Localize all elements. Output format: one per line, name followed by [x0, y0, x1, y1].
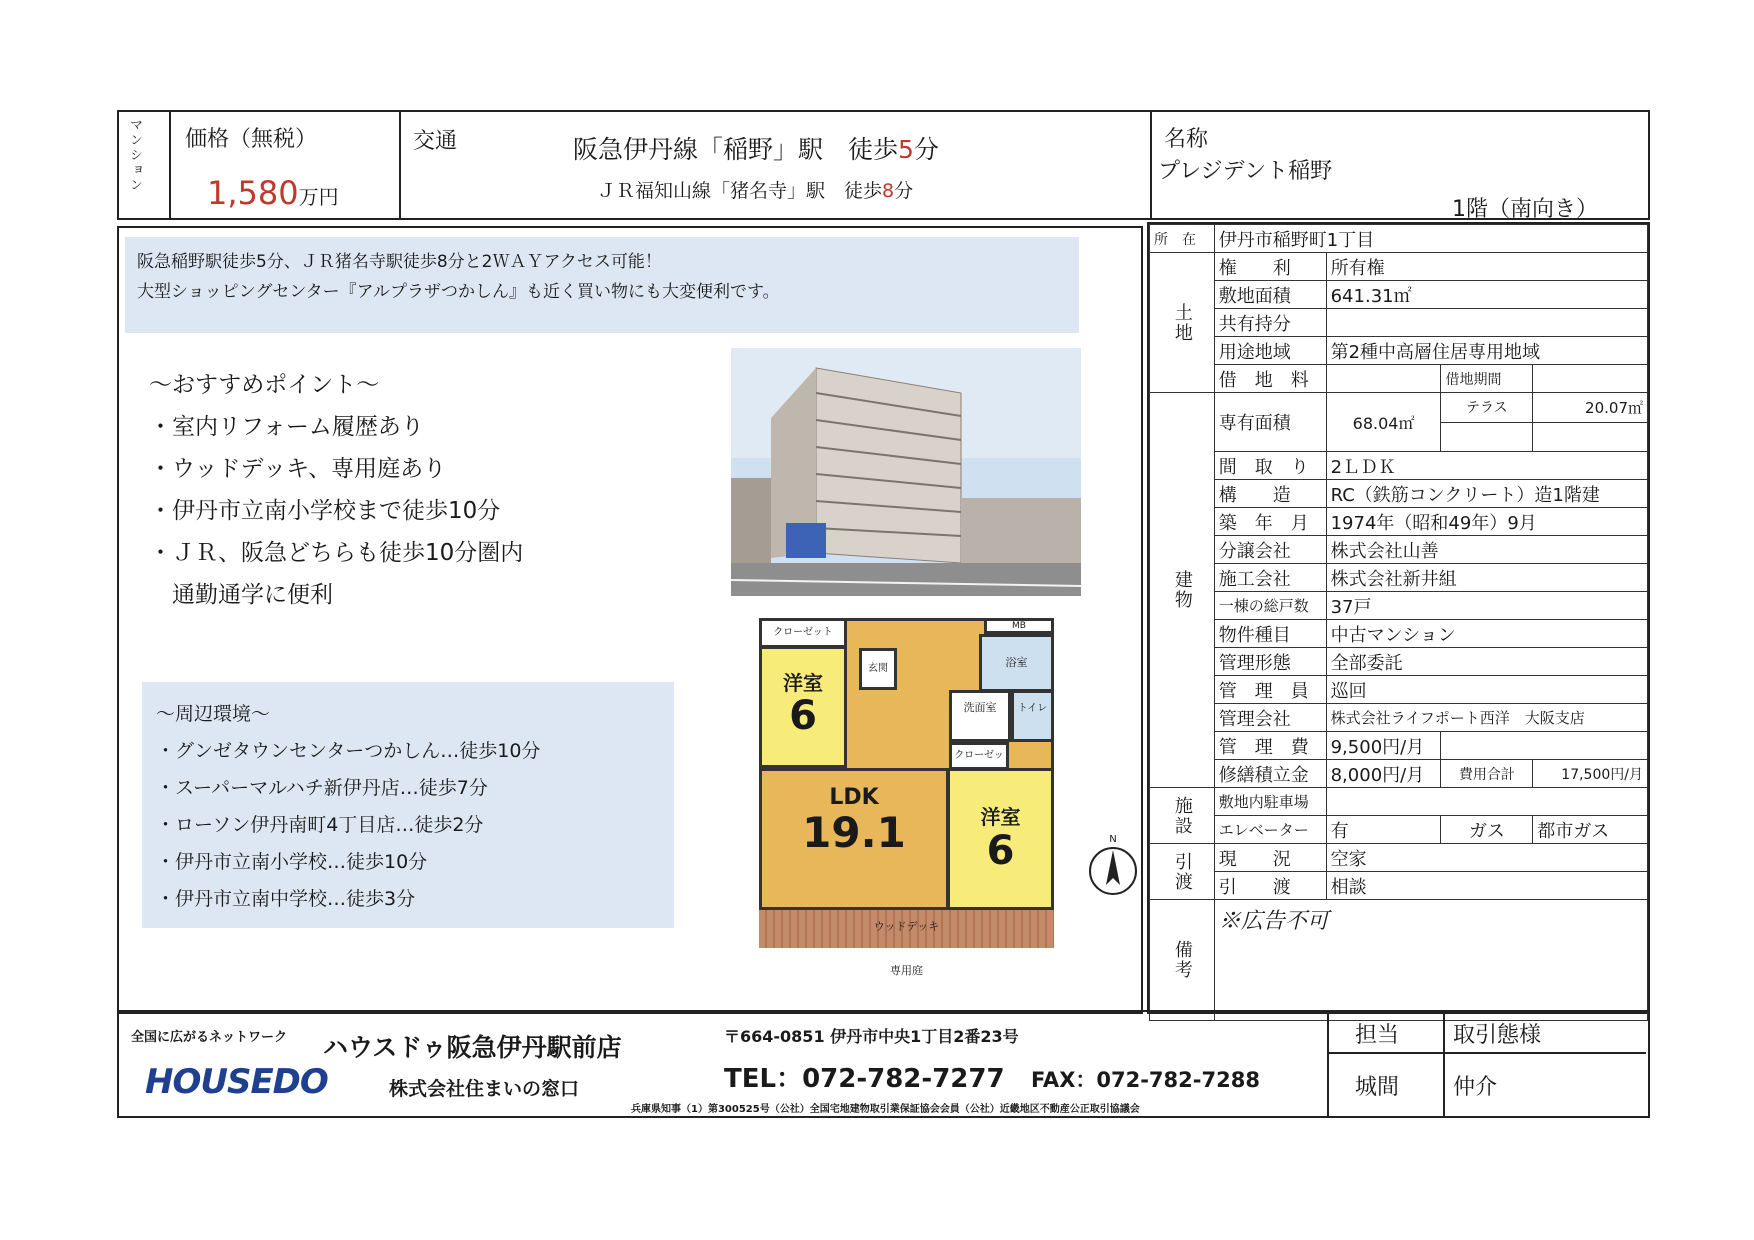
site-area-value: 641.31㎡	[1326, 281, 1647, 309]
mgmt-form-label: 管理形態	[1214, 648, 1326, 676]
total-label: 費用合計	[1441, 760, 1533, 788]
manager-label: 管 理 員	[1214, 676, 1326, 704]
deal-label: 取引態様	[1453, 1023, 1542, 1048]
intro-box	[125, 237, 1079, 333]
closet-2-label: クローゼッ	[954, 750, 1004, 761]
transport-line1	[573, 130, 939, 166]
land-right-label: 権 利	[1214, 253, 1326, 281]
header-band	[117, 110, 1650, 220]
housedo-logo: HOUSEDO	[145, 1062, 328, 1102]
price-cell	[169, 112, 399, 218]
fax: FAX：072-782-7288	[1031, 1068, 1260, 1092]
ldk-size: 19.1	[802, 808, 906, 857]
gas-value: 都市ガス	[1533, 816, 1648, 844]
surroundings-title: ～周辺環境～	[156, 703, 271, 725]
points-item: ・ＪＲ、阪急どちらも徒歩10分圏内	[149, 540, 524, 566]
staff-label: 担当	[1355, 1023, 1400, 1048]
terrace-label: テラス	[1441, 393, 1533, 423]
land-right-value: 所有権	[1326, 253, 1647, 281]
ldk-label: LDK	[829, 785, 879, 810]
transport-line1-unit: 分	[913, 135, 939, 164]
license: 兵庫県知事（1）第300525号（公社）全国宅地建物取引業保証協会会員（公社）近畿地区不動産公正取引協議会	[631, 1104, 1140, 1115]
room-western-2-size: 6	[986, 828, 1015, 874]
surroundings-box	[142, 682, 674, 928]
zoning-label: 用途地域	[1214, 337, 1326, 365]
staff-cell	[1327, 1012, 1648, 1116]
surroundings-item: ・伊丹市立南中学校…徒歩3分	[156, 888, 416, 910]
status-value: 空家	[1326, 844, 1647, 872]
mgmt-fee-value: 9,500円/月	[1326, 732, 1441, 760]
mgmt-fee-label: 管 理 費	[1214, 732, 1326, 760]
surroundings-item: ・グンゼタウンセンターつかしん…徒歩10分	[156, 740, 541, 762]
entrance	[859, 648, 897, 690]
points-list	[149, 364, 523, 616]
room-western-2-label: 洋室	[980, 805, 1021, 829]
category-label: マンション	[127, 118, 142, 193]
compass-n-label: N	[1109, 834, 1117, 845]
ldk	[759, 768, 949, 910]
closet-2	[949, 742, 1009, 770]
builder-label: 施工会社	[1214, 564, 1326, 592]
network-caption: 全国に広がるネットワーク	[131, 1030, 288, 1045]
room-western-1-label: 洋室	[783, 671, 823, 695]
elevator-label: エレベーター	[1214, 816, 1326, 844]
name-value: プレジデント稲野	[1158, 159, 1333, 184]
points-item: 通勤通学に便利	[149, 582, 333, 608]
intro-line1: 阪急稲野駅徒歩5分、ＪＲ猪名寺駅徒歩8分と2ＷＡＹアクセス可能！	[137, 252, 662, 272]
gas-label: ガス	[1441, 816, 1533, 844]
built-value: 1974年（昭和49年）9月	[1326, 508, 1647, 536]
location-value: 伊丹市稲野町1丁目	[1214, 225, 1647, 253]
mb-label: MB	[1012, 621, 1026, 631]
transport-line1-text: 阪急伊丹線「稲野」駅 徒歩	[573, 135, 899, 164]
type-label: 物件種目	[1214, 620, 1326, 648]
points-title: ～おすすめポイント～	[149, 372, 380, 398]
elevator-value: 有	[1326, 816, 1441, 844]
layout-label: 間 取 り	[1214, 452, 1326, 480]
surroundings-item: ・伊丹市立南小学校…徒歩10分	[156, 851, 428, 873]
transport-label: 交通	[413, 129, 458, 154]
transport-line2-unit: 分	[894, 180, 914, 202]
transport-line2-text: ＪＲ福知山線「猪名寺」駅 徒歩	[597, 180, 883, 202]
bathroom	[979, 634, 1054, 692]
toilet-label: トイレ	[1017, 703, 1048, 714]
share-label: 共有持分	[1214, 309, 1326, 337]
name-label: 名称	[1164, 127, 1209, 152]
terrace-value: 20.07㎡	[1533, 393, 1648, 423]
layout-value: 2ＬＤＫ	[1326, 452, 1647, 480]
wood-deck-label: ウッドデッキ	[873, 920, 940, 933]
built-label: 築 年 月	[1214, 508, 1326, 536]
transport-cell	[399, 112, 1150, 218]
footer	[117, 1010, 1650, 1118]
private-area-label: 専有面積	[1214, 393, 1326, 452]
private-area-value: 68.04㎡	[1326, 393, 1441, 452]
parking-value	[1326, 788, 1647, 816]
location-label: 所 在	[1150, 225, 1215, 253]
seller-value: 株式会社山善	[1326, 536, 1647, 564]
lease-period-label: 借地期間	[1441, 365, 1533, 393]
surroundings-item: ・ローソン伊丹南町4丁目店…徒歩2分	[156, 814, 484, 836]
lease-fee-value	[1326, 365, 1441, 393]
mgmt-form-value: 全部委託	[1326, 648, 1647, 676]
main-panel	[117, 226, 1143, 1014]
terrace-empty-1	[1441, 422, 1533, 452]
building-photo	[731, 348, 1081, 596]
structure-value: RC（鉄筋コンクリート）造1階建	[1326, 480, 1647, 508]
site-area-label: 敷地面積	[1214, 281, 1326, 309]
closet-1-label: クローゼット	[773, 627, 833, 638]
points-item: ・伊丹市立南小学校まで徒歩10分	[149, 498, 501, 524]
deal-value: 仲介	[1453, 1075, 1498, 1100]
price-label: 価格（無税）	[185, 127, 318, 152]
seller-label: 分譲会社	[1214, 536, 1326, 564]
spec-panel	[1147, 222, 1650, 1014]
washroom-label: 洗面室	[963, 701, 997, 714]
structure-label: 構 造	[1214, 480, 1326, 508]
points-item: ・ウッドデッキ、専用庭あり	[149, 456, 447, 482]
handover-label: 引 渡	[1214, 872, 1326, 900]
wood-deck	[759, 910, 1054, 948]
washroom	[949, 690, 1011, 742]
remarks-value: ※広告不可	[1214, 900, 1647, 1021]
share-value	[1326, 309, 1647, 337]
mgmt-co-value: 株式会社ライフポート西洋 大阪支店	[1326, 704, 1647, 732]
row-divider	[1329, 1052, 1646, 1054]
price-value: 1,580	[207, 174, 299, 212]
transport-line2	[597, 176, 913, 203]
compass	[1085, 834, 1141, 902]
room-western-1	[759, 646, 847, 768]
type-value: 中古マンション	[1326, 620, 1647, 648]
transport-line2-minutes: 8	[882, 180, 895, 202]
remarks-group-label: 備考	[1150, 900, 1215, 1021]
room-western-1-size: 6	[789, 693, 817, 739]
building-group-label: 建物	[1150, 393, 1215, 788]
name-cell	[1150, 112, 1648, 222]
units-value: 37戸	[1326, 592, 1647, 620]
builder-value: 株式会社新井組	[1326, 564, 1647, 592]
price-value-wrap	[207, 174, 339, 212]
floor-info: 1階（南向き）	[1452, 197, 1598, 222]
intro-line2: 大型ショッピングセンター『アルプラザつかしん』も近く買い物にも大変便利です。	[137, 282, 780, 302]
units-label: 一棟の総戸数	[1214, 592, 1326, 620]
status-label: 現 況	[1214, 844, 1326, 872]
repair-label: 修繕積立金	[1214, 760, 1326, 788]
zoning-value: 第2種中高層住居専用地域	[1326, 337, 1647, 365]
total-value: 17,500円/月	[1533, 760, 1648, 788]
room-western-2	[947, 768, 1054, 910]
manager-value: 巡回	[1326, 676, 1647, 704]
shop-name: ハウスドゥ阪急伊丹駅前店	[323, 1033, 622, 1062]
mgmt-co-label: 管理会社	[1214, 704, 1326, 732]
toilet	[1011, 690, 1054, 742]
handover-value: 相談	[1326, 872, 1647, 900]
facility-group-label: 施設	[1150, 788, 1215, 844]
compass-icon	[1087, 845, 1139, 897]
spec-table	[1149, 224, 1648, 1021]
price-unit: 万円	[298, 185, 339, 209]
mb-cell	[984, 618, 1054, 634]
entrance-label: 玄関	[868, 663, 888, 674]
surroundings-item: ・スーパーマルハチ新伊丹店…徒歩7分	[156, 777, 488, 799]
private-garden-label: 専用庭	[890, 964, 923, 977]
land-group-label: 土地	[1150, 253, 1215, 393]
tel: TEL：072-782-7277	[724, 1064, 1005, 1094]
repair-value: 8,000円/月	[1326, 760, 1441, 788]
company-name: 株式会社住まいの窓口	[389, 1078, 580, 1100]
floor-plan	[759, 618, 1117, 998]
handover-group-label: 引渡	[1150, 844, 1215, 900]
lease-period-value	[1533, 365, 1648, 393]
transport-line1-minutes: 5	[898, 135, 914, 164]
terrace-empty-2	[1533, 422, 1648, 452]
closet-1	[759, 618, 847, 648]
points-item: ・室内リフォーム履歴あり	[149, 414, 424, 440]
lease-fee-label: 借 地 料	[1214, 365, 1326, 393]
deal-divider	[1443, 1012, 1445, 1116]
mgmt-fee-empty	[1441, 732, 1648, 760]
parking-label: 敷地内駐車場	[1214, 788, 1326, 816]
private-garden	[759, 948, 1054, 994]
address: 〒664-0851 伊丹市中央1丁目2番23号	[724, 1027, 1019, 1046]
bathroom-label: 浴室	[1005, 656, 1028, 669]
staff-value: 城間	[1355, 1075, 1400, 1100]
